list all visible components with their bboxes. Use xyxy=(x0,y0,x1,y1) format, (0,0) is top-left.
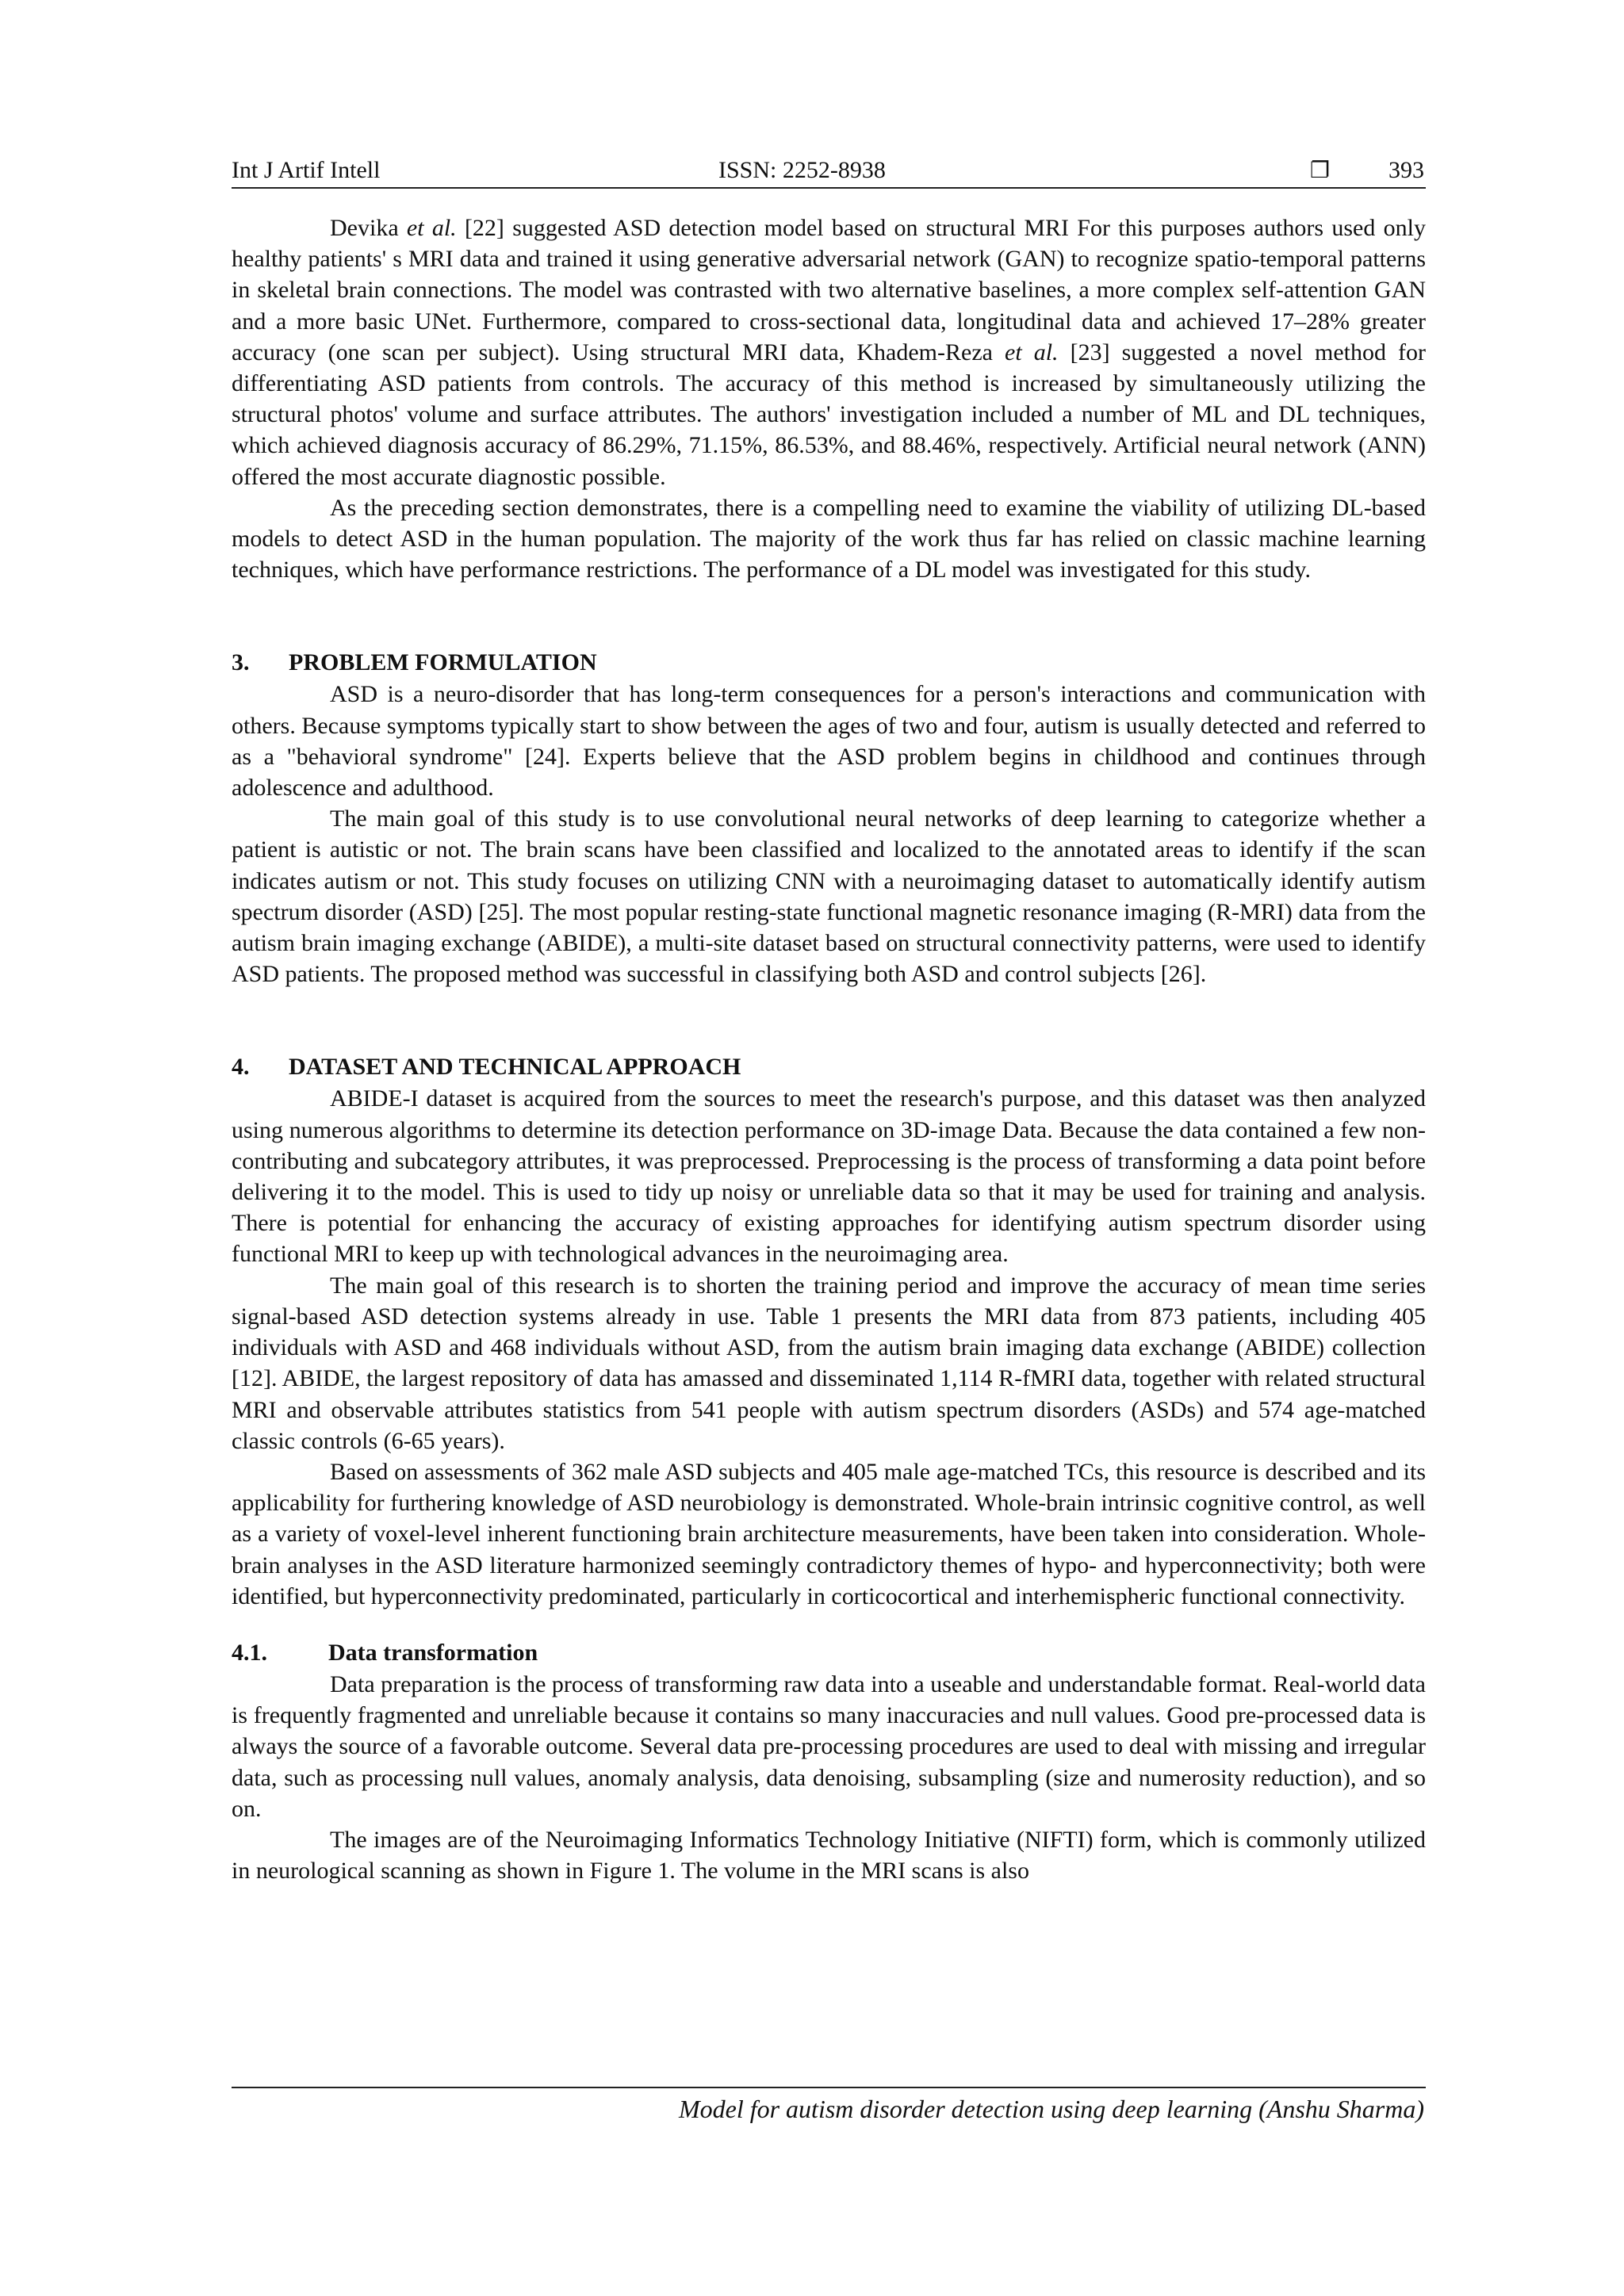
et-al: et al. xyxy=(1005,339,1059,365)
article-body xyxy=(232,212,1426,1886)
section-3-paragraph-1: ASD is a neuro-disorder that has long-term consequences for a person's interactions and communication with others. Because symptoms typically start to show between the ages of two and four, autism is usually detected and referred to as a "behavioral syndrome" [24]. Experts believe that the ASD problem begins in childhood and continues through adolescence and adulthood. xyxy=(232,681,1426,802)
running-footer: Model for autism disorder detection using deep learning (Anshu Sharma) xyxy=(678,2095,1424,2123)
section-4-paragraph-1: ABIDE-I dataset is acquired from the sources to meet the research's purpose, and this dataset was then analyzed using numerous algorithms to determine its detection performance on 3D-image Data. Because the data contained a few non-contributing and subcategory attributes, it was preprocessed. Preprocessing is the process of transforming a data point before delivering it to the model. This is used to tidy up noisy or unreliable data so that it may be used for training and analysis. There is potential for enhancing the accuracy of existing approaches for identifying autism spectrum disorder using functional MRI to keep up with technological advances in the neuroimaging area. xyxy=(232,1085,1426,1268)
intro-paragraph-2: As the preceding section demonstrates, there is a compelling need to examine the viability of utilizing DL-based models to detect ASD in the human population. The majority of the work thus far has relied on classic machine learning techniques, which have performance restrictions. The performance of a DL model was investigated for this study. xyxy=(232,494,1426,584)
text-run: [22] suggested ASD detection model based on structural MRI For this purposes authors used only healthy patients' s MRI data and trained it using generative adversarial network (GAN) to recognize spatio-temporal patterns in skeletal brain connections. The model was contrasted with two alternative baselines, a more complex self-attention GAN and a more basic UNet. Furthermore, compared to cross-sectional data, longitudinal data and achieved 17–28% greater accuracy (one scan per subject). Using structural MRI data, Khadem-Reza xyxy=(232,215,1426,365)
subsection-title: Data transformation xyxy=(328,1639,538,1666)
et-al: et al. xyxy=(406,215,457,241)
page-number: 393 xyxy=(1388,157,1424,183)
section-number: 3. xyxy=(232,649,250,676)
section-3-paragraph-2: The main goal of this study is to use convolutional neural networks of deep learning to categorize whether a patient is autistic or not. The brain scans have been classified and localized to the annotated areas to identify if the scan indicates autism or not. This study focuses on utilizing CNN with a neuroimaging dataset to automatically identify autism spectrum disorder (ASD) [25]. The most popular resting-state functional magnetic resonance imaging (R-MRI) data from the autism brain imaging exchange (ABIDE), a multi-site dataset based on structural connectivity patterns, were used to identify ASD patients. The proposed method was successful in classifying both ASD and control subjects [26]. xyxy=(232,806,1426,988)
section-4-paragraph-3: Based on assessments of 362 male ASD subjects and 405 male age-matched TCs, this resource is described and its applicability for furthering knowledge of ASD neurobiology is demonstrated. Whole-brain intrinsic cognitive control, as well as a variety of voxel-level inherent functioning brain architecture measurements, have been taken into consideration. Whole-brain analyses in the ASD literature harmonized seemingly contradictory themes of hypo- and hyperconnectivity; both were identified, but hyperconnectivity predominated, particularly in corticocortical and interhemispheric functional connectivity. xyxy=(232,1458,1426,1609)
journal-name: Int J Artif Intell xyxy=(232,157,381,183)
section-title: PROBLEM FORMULATION xyxy=(289,649,597,676)
subsection-4-1-paragraph-1: Data preparation is the process of transforming raw data into a useable and understandable format. Real-world data is frequently fragmented and unreliable because it contains so many inaccuracies and null values. Good pre-processed data is always the source of a favorable outcome. Several data pre-processing procedures are used to deal with missing and irregular data, such as processing null values, anomaly analysis, data denoising, subsampling (size and numerosity reduction), and so on. xyxy=(232,1670,1426,1822)
section-4-paragraph-2: The main goal of this research is to shorten the training period and improve the accuracy of mean time series signal-based ASD detection systems already in use. Table 1 presents the MRI data from 873 patients, including 405 individuals with ASD and 468 individuals without ASD, from the autism brain imaging data exchange (ABIDE) collection [12]. ABIDE, the largest repository of data has amassed and disseminated 1,114 R-fMRI data, together with related structural MRI and observable attributes statistics from 541 people with autism spectrum disorders (ASDs) and 574 age-matched classic controls (6-65 years). xyxy=(232,1272,1426,1454)
footer-rule xyxy=(232,2087,1426,2088)
section-number: 4. xyxy=(232,1054,250,1081)
subsection-4-1-heading xyxy=(232,1637,1426,1669)
intro-paragraph-1 xyxy=(232,212,1426,492)
section-title: DATASET AND TECHNICAL APPROACH xyxy=(289,1054,741,1081)
subsection-number: 4.1. xyxy=(232,1639,267,1666)
running-header xyxy=(232,155,1426,189)
issn: ISSN: 2252-8938 xyxy=(718,157,886,183)
text-run: [23] suggested a novel method for differentiating ASD patients from controls. The accuracy of this method is increased by simultaneously utilizing the structural photos' volume and surface attributes. The authors' investigation included a number of ML and DL techniques, which achieved diagnosis accuracy of 86.29%, 71.15%, 86.53%, and 88.46%, respectively. Artificial neural network (ANN) offered the most accurate diagnostic possible. xyxy=(232,339,1426,490)
subsection-4-1-paragraph-2: The images are of the Neuroimaging Informatics Technology Initiative (NIFTI) form, which is commonly utilized in neurological scanning as shown in Figure 1. The volume in the MRI scans is also xyxy=(232,1826,1426,1885)
section-3-heading xyxy=(232,647,1426,679)
text-run: Devika xyxy=(330,215,407,241)
section-4-heading xyxy=(232,1051,1426,1083)
box-icon: ❐ xyxy=(1310,157,1331,183)
